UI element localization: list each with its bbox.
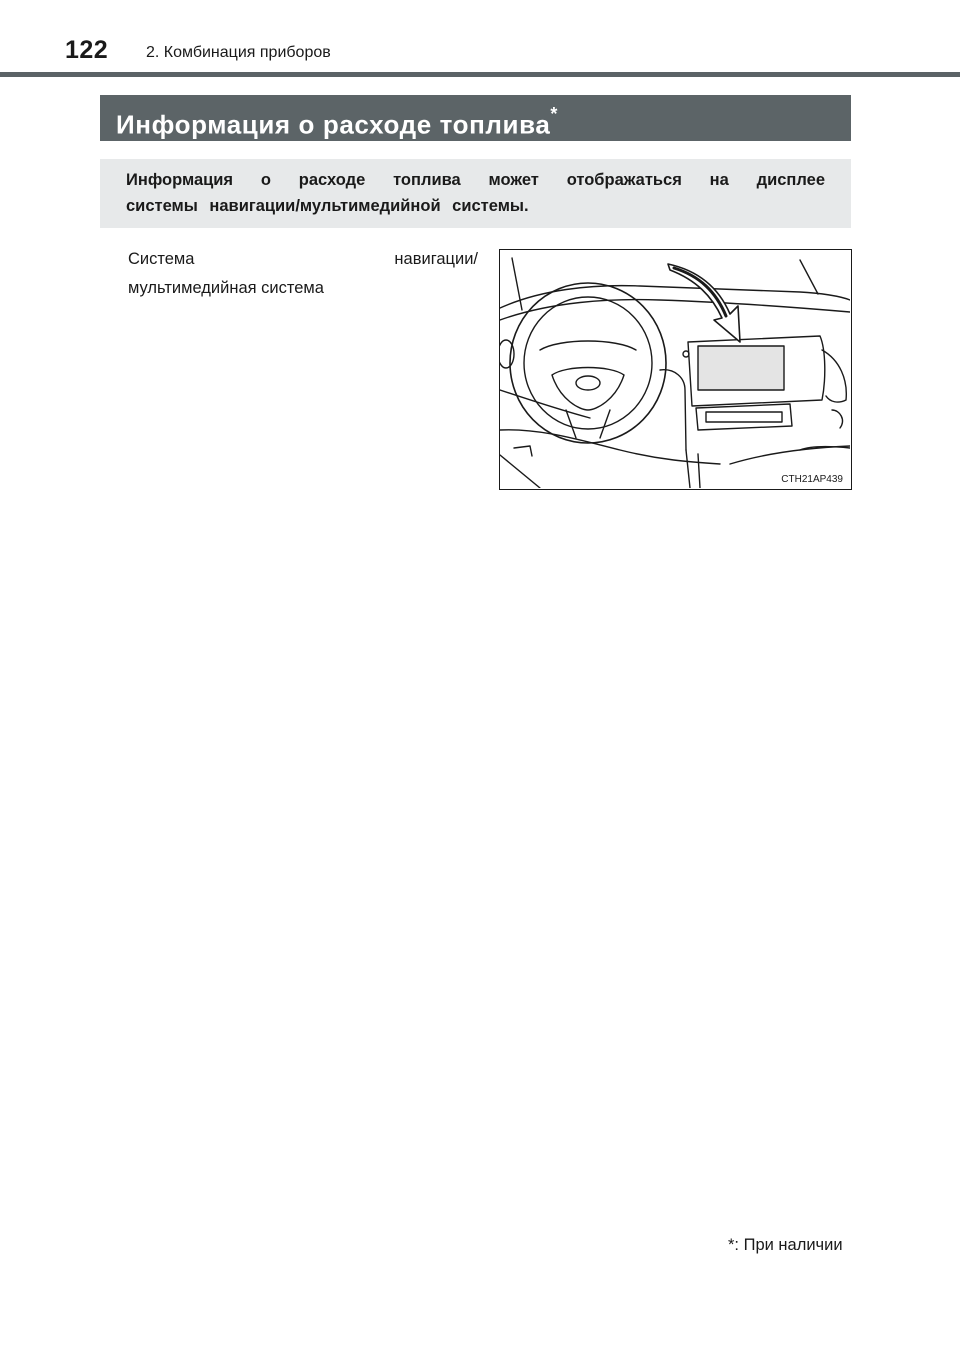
figure-code: CTH21AP439: [781, 474, 843, 485]
caption-line-2: мультимедийная система: [128, 279, 324, 297]
figure-caption: [128, 245, 478, 303]
summary-line-1: Информация о расходе топлива может отображаться на дисплее: [126, 171, 825, 189]
dashboard-illustration: [499, 249, 852, 490]
chapter-title: 2. Комбинация приборов: [146, 44, 331, 61]
footnote-mark: *: [728, 1236, 735, 1254]
footnote: [728, 1236, 843, 1255]
page-number: 122: [65, 36, 109, 64]
section-title-banner: [100, 95, 851, 141]
section-title: Информация о расходе топлива: [116, 109, 551, 140]
summary-line-2: системы навигации/мультимедийной системы.: [126, 197, 529, 215]
header-divider: [0, 72, 960, 77]
footnote-text: : При наличии: [734, 1236, 843, 1254]
availability-mark: *: [550, 104, 559, 124]
summary-box: [100, 159, 851, 228]
caption-line-1: Система навигации/: [128, 250, 478, 268]
dashboard-drawing: [500, 250, 850, 488]
